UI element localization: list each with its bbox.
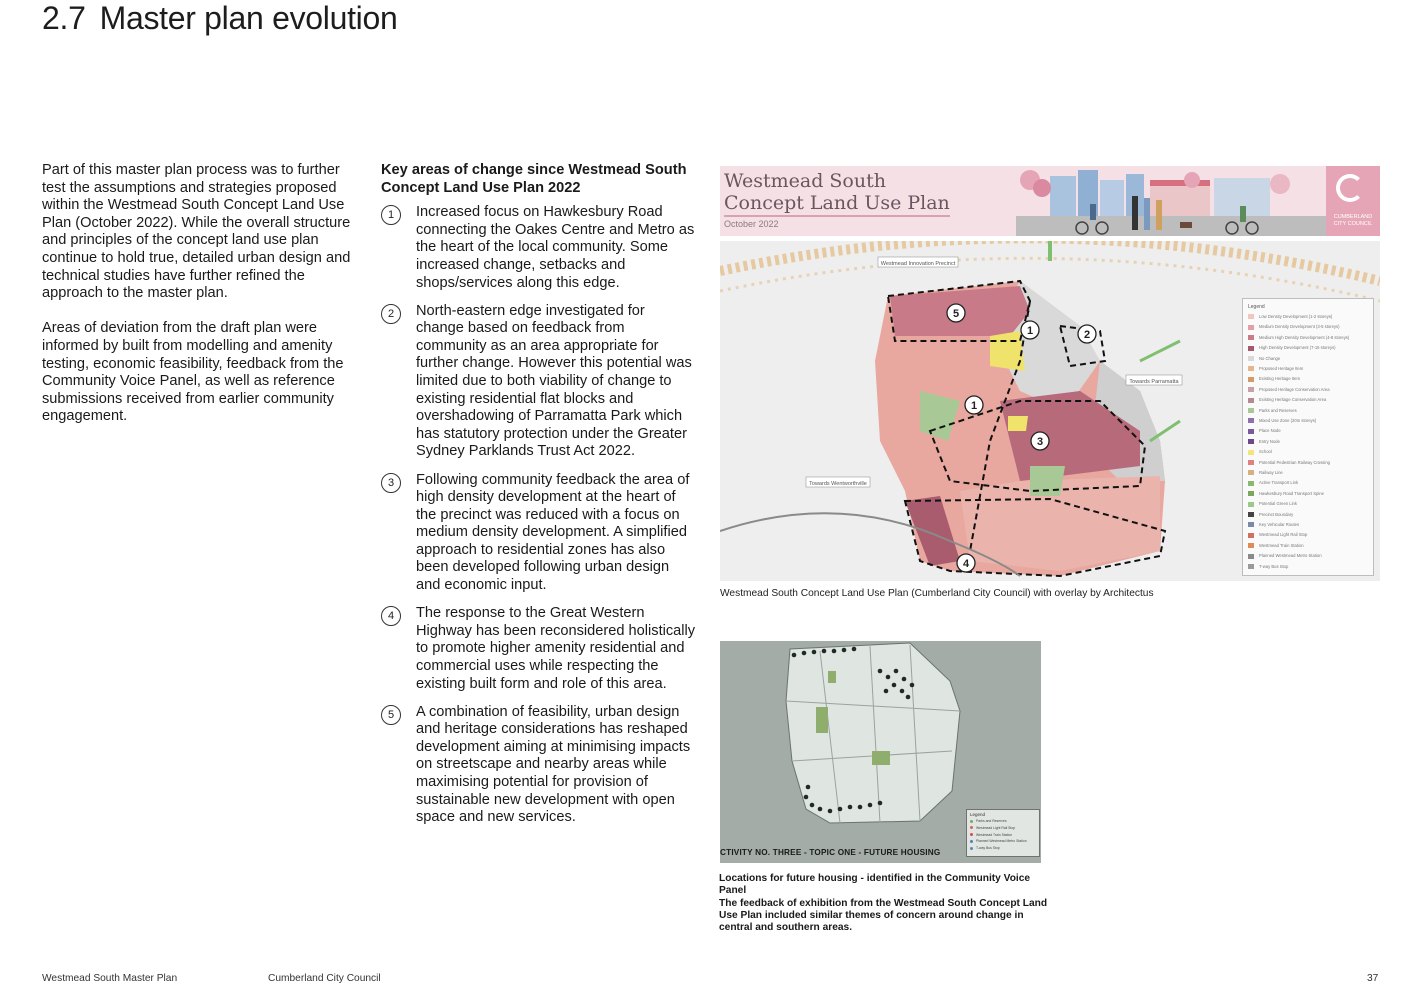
legend-swatch xyxy=(1248,564,1254,569)
legend-swatch xyxy=(1248,335,1254,340)
section-title: Master plan evolution xyxy=(99,0,398,36)
number-badge: 4 xyxy=(381,606,401,626)
legend-label: Low Density Development (1-2 storeys) xyxy=(1259,314,1333,319)
map-legend xyxy=(1242,298,1374,576)
map-label-west: Towards Wentworthville xyxy=(809,481,867,487)
legend-title: Legend xyxy=(1248,304,1265,310)
photo-caption-line: Locations for future housing - identified in the Community Voice Panel xyxy=(719,873,1031,897)
legend-swatch xyxy=(1248,418,1254,423)
legend-swatch xyxy=(1248,346,1254,351)
legend-swatch xyxy=(1248,408,1254,413)
legend-item xyxy=(1248,552,1322,559)
park-patch xyxy=(816,707,828,733)
building-shape xyxy=(1050,176,1076,216)
legend-item xyxy=(1248,542,1304,549)
legend-item xyxy=(1248,521,1299,528)
legend-item xyxy=(1248,511,1293,518)
legend-label: Potential Green Link xyxy=(1259,501,1297,507)
tree-shape xyxy=(1033,179,1051,197)
legend-swatch xyxy=(1248,314,1254,319)
legend-swatch xyxy=(1248,533,1254,538)
legend-item xyxy=(1248,396,1326,403)
legend-item xyxy=(1248,459,1330,466)
photo-legend-label: Planned Westmead Metro Station xyxy=(976,839,1027,844)
photo-caption xyxy=(719,873,1049,934)
intro-paragraph: Part of this master plan process was to further test the assumptions and strategies proposed within the Westmead South Concept Land Use Plan (October 2022). While the overall structure and principles of the concept land use plan continue to hold true, detailed urban design and technical studies have further refined the approach to the master plan. xyxy=(42,162,351,302)
photo-legend xyxy=(966,809,1040,857)
tree-shape xyxy=(1270,174,1290,194)
section-number: 2.7 xyxy=(42,0,86,36)
photo-legend-item xyxy=(970,819,1007,824)
legend-label: Proposed Heritage Conservation Area xyxy=(1259,386,1330,392)
legend-item xyxy=(1248,490,1324,497)
change-text: North-eastern edge investigated for change based on feedback from community as an area appropriate for further change. However this potential was limited due to both viability of change to existing residential flat blocks and overshadowing of Parramatta Park which has statutory protection under the Greater Sydney Parklands Trust Act 2022. xyxy=(416,302,692,460)
photo-legend-item xyxy=(970,826,1015,831)
marker-4-label: 4 xyxy=(962,558,970,570)
marker-2-label: 2 xyxy=(1083,329,1091,341)
pedestrian-shape xyxy=(1144,198,1150,230)
legend-item xyxy=(1248,344,1336,351)
legend-label: Precinct Boundary xyxy=(1259,511,1294,517)
legend-item xyxy=(1248,365,1303,372)
legend-label: Parks and Reserves xyxy=(1259,407,1297,413)
logo-text-line: CITY COUNCIL xyxy=(1333,220,1373,227)
key-changes-heading: Key areas of change since Westmead South Concept Land Use Plan 2022 xyxy=(381,162,687,196)
legend-swatch xyxy=(1248,439,1254,444)
map-label-east: Towards Parramatta xyxy=(1129,379,1179,385)
change-text: The response to the Great Western Highway has been reconsidered holistically to promote higher amenity residential and commercial uses while respecting the existing built form and role of this area. xyxy=(416,605,696,692)
legend-label: Mixed Use Zone (20m storeys) xyxy=(1259,418,1317,423)
cyclist-shape xyxy=(1090,204,1096,220)
change-text: Increased focus on Hawkesbury Road connecting the Oakes Centre and Metro as the heart of the local community. Some increased change, setbacks and shops/services along this edge. xyxy=(416,204,695,291)
legend-swatch xyxy=(1248,470,1254,475)
council-logo xyxy=(1326,166,1380,236)
photo-legend-dot xyxy=(970,826,973,829)
marker-1-label: 1 xyxy=(1026,325,1034,337)
key-changes xyxy=(381,162,696,837)
photo-legend-item xyxy=(970,833,1012,838)
school-area xyxy=(990,331,1025,371)
legend-label: Existing Heritage Conservation Area xyxy=(1259,397,1327,403)
legend-label: School xyxy=(1259,449,1272,455)
legend-swatch xyxy=(1248,387,1254,392)
legend-label: Westmead Light Rail Stop xyxy=(1259,532,1308,538)
logo-text-line: CUMBERLAND xyxy=(1333,214,1373,220)
change-item xyxy=(381,472,696,595)
page-title xyxy=(42,0,397,37)
legend-item xyxy=(1248,334,1349,341)
legend-label: Planned Westmead Metro Station xyxy=(1259,553,1322,559)
legend-item xyxy=(1248,407,1297,414)
photo-legend-label: Westmead Light Rail Stop xyxy=(976,825,1016,830)
tree-shape xyxy=(1184,172,1200,188)
legend-label: Medium Density Development (3-5 storeys) xyxy=(1259,324,1340,330)
legend-item xyxy=(1248,323,1340,330)
pedestrian-shape xyxy=(1132,196,1138,230)
legend-item xyxy=(1248,355,1280,362)
change-text: Following community feedback the area of high density development at the heart of the precinct was reduced with a focus on medium density development. A simplified approach to residential zones has also been developed following urban design and economic input. xyxy=(416,471,690,594)
legend-item xyxy=(1248,386,1330,393)
legend-label: Existing Heritage Item xyxy=(1259,376,1300,382)
number-badge: 3 xyxy=(381,473,401,493)
intro-text xyxy=(42,162,362,444)
legend-label: Medium High Density Development (4-8 storeys) xyxy=(1259,334,1350,340)
legend-label: Westmead Train Station xyxy=(1259,542,1304,548)
park-patch xyxy=(872,751,890,765)
park-patch xyxy=(828,671,836,683)
legend-swatch xyxy=(1248,377,1254,382)
legend-swatch xyxy=(1248,450,1254,455)
legend-label: Railway Line xyxy=(1259,470,1283,475)
photo-legend-item xyxy=(970,839,1027,844)
change-item xyxy=(381,204,696,292)
legend-swatch xyxy=(1248,522,1254,527)
legend-item xyxy=(1248,448,1272,455)
c-logo-icon xyxy=(1336,174,1364,202)
photo-legend-item xyxy=(970,846,1000,851)
legend-item xyxy=(1248,563,1288,570)
legend-swatch xyxy=(1248,366,1254,371)
legend-swatch xyxy=(1248,325,1254,330)
photo-legend-label: T-way Bus Stop xyxy=(976,846,1000,851)
council-logo-text xyxy=(1328,214,1378,227)
marker-3-label: 3 xyxy=(1036,436,1044,448)
legend-label: Proposed Heritage Item xyxy=(1259,366,1304,371)
photo-legend-label: Westmead Train Station xyxy=(976,832,1013,837)
photo-legend-label: Parks and Reserves xyxy=(976,819,1007,823)
legend-label: Potential Pedestrian Railway Crossing xyxy=(1259,459,1330,465)
building-shape xyxy=(1100,180,1124,216)
change-item xyxy=(381,303,696,461)
footer-document-title: Westmead South Master Plan xyxy=(42,973,178,984)
legend-label: Entry Node xyxy=(1259,438,1280,444)
number-badge: 2 xyxy=(381,304,401,324)
railway-line xyxy=(720,258,1380,301)
legend-item xyxy=(1248,375,1300,382)
legend-swatch xyxy=(1248,429,1254,434)
photo-legend-dot xyxy=(970,847,973,850)
legend-swatch xyxy=(1248,356,1254,361)
legend-swatch xyxy=(1248,481,1254,486)
awning-shape xyxy=(1150,180,1210,186)
change-item xyxy=(381,704,696,827)
cyclist-shape xyxy=(1240,206,1246,222)
dog-shape xyxy=(1180,222,1192,228)
number-badge: 5 xyxy=(381,705,401,725)
road-shape xyxy=(1016,216,1326,236)
legend-label: Place Node xyxy=(1259,428,1281,434)
change-item xyxy=(381,605,696,693)
legend-swatch xyxy=(1248,398,1254,403)
banner-title-line: Concept Land Use Plan xyxy=(724,192,950,217)
change-text: A combination of feasibility, urban design and heritage considerations has reshaped development aiming at minimising impacts on streetscape and nearby areas while maximising potential for provision of sustainable new development with open space and new services. xyxy=(416,703,691,826)
legend-label: Active Transport Link xyxy=(1259,480,1299,486)
intro-paragraph: Areas of deviation from the draft plan were informed by built from modelling and amenity testing, economic feasibility, feedback from the Community Voice Panel, as well as reference submissions received from earlier community engagement. xyxy=(42,320,344,425)
map-label-north: Westmead Innovation Precinct xyxy=(880,261,956,267)
precinct-outline xyxy=(786,643,960,823)
footer-organisation: Cumberland City Council xyxy=(268,973,381,984)
legend-label: Key Vehicular Routes xyxy=(1259,522,1300,527)
legend-label: T-way Bus Stop xyxy=(1259,563,1289,569)
photo-legend-dot xyxy=(970,840,973,843)
page-number: 37 xyxy=(1367,973,1379,984)
legend-item xyxy=(1248,500,1297,507)
community-panel-photo xyxy=(720,641,1041,863)
marker-5-label: 5 xyxy=(952,308,960,320)
green-link-arrow xyxy=(1140,341,1180,361)
legend-swatch xyxy=(1248,543,1254,548)
legend-item xyxy=(1248,438,1280,445)
legend-item xyxy=(1248,417,1316,424)
banner-title-line: Westmead South xyxy=(724,170,886,192)
legend-item xyxy=(1248,531,1307,538)
land-use-plan-map xyxy=(720,241,1380,581)
legend-item xyxy=(1248,313,1332,320)
photo-legend-title: Legend xyxy=(970,812,986,817)
activity-label: CTIVITY NO. THREE - TOPIC ONE - FUTURE HOUSING xyxy=(720,848,941,857)
pedestrian-shape xyxy=(1156,200,1162,230)
plan-caption: Westmead South Concept Land Use Plan (Cumberland City Council) with overlay by Architectus xyxy=(720,588,1154,599)
photo-caption-line: The feedback of exhibition from the Westmead South Concept Land Use Plan included similar themes of concern around change in central and southern areas. xyxy=(719,897,1048,934)
number-badge: 1 xyxy=(381,205,401,225)
legend-swatch xyxy=(1248,460,1254,465)
legend-item xyxy=(1248,479,1298,486)
school-area xyxy=(1008,416,1028,431)
banner-date: October 2022 xyxy=(724,219,779,229)
legend-label: Hawkesbury Road Transport Spine xyxy=(1259,490,1324,496)
legend-swatch xyxy=(1248,554,1254,559)
legend-label: High Density Development (7-15 storeys) xyxy=(1259,345,1336,351)
legend-swatch xyxy=(1248,491,1254,496)
legend-item xyxy=(1248,469,1283,476)
marker-1-label: 1 xyxy=(970,400,978,412)
legend-label: No Change xyxy=(1259,355,1281,361)
plan-banner xyxy=(720,166,1380,236)
legend-item xyxy=(1248,427,1281,434)
photo-legend-dot xyxy=(970,833,973,836)
legend-swatch xyxy=(1248,502,1254,507)
photo-legend-dot xyxy=(970,820,973,823)
street-scene-illustration xyxy=(720,166,1326,236)
legend-swatch xyxy=(1248,512,1254,517)
